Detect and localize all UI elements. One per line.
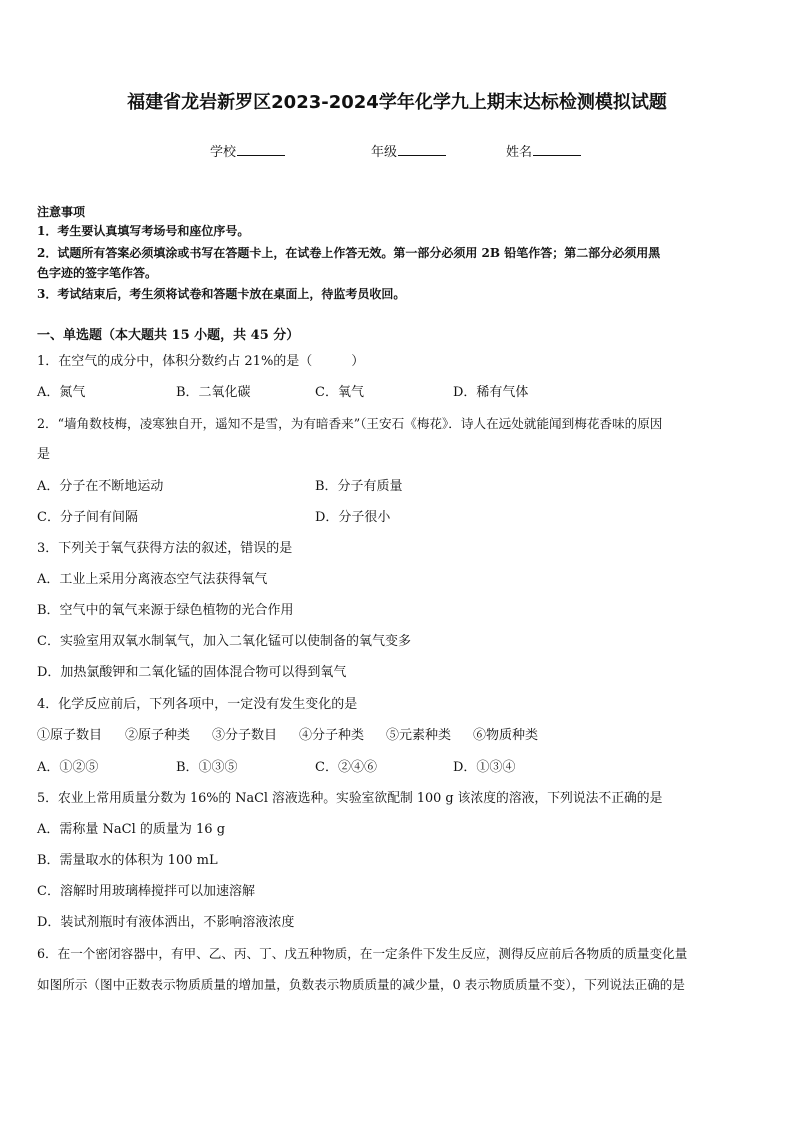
q3-option-a: A．工业上采用分离液态空气法获得氧气 xyxy=(37,572,268,587)
q1-option-d: D．稀有气体 xyxy=(453,385,529,400)
q3-option-b: B．空气中的氧气来源于绿色植物的光合作用 xyxy=(37,603,294,618)
q1-option-c: C．氧气 xyxy=(315,385,364,400)
note-item: 色字迹的签字笔作答。 xyxy=(37,266,158,280)
q2-option-b: B．分子有质量 xyxy=(315,479,403,494)
note-item: 3．考试结束后，考生须将试卷和答题卡放在桌面上，待监考员收回。 xyxy=(37,287,406,301)
name-field xyxy=(506,141,581,160)
school-label: 学校 xyxy=(210,145,237,160)
question-5-stem: 5．农业上常用质量分数为 16%的 NaCl 溶液选种。实验室欲配制 100 g 该浓度的溶液，下列说法不正确的是 xyxy=(37,791,663,806)
question-2-stem-cont: 是 xyxy=(37,447,51,462)
q4-option-d: D．①③④ xyxy=(453,760,516,775)
question-6-stem: 6．在一个密闭容器中，有甲、乙、丙、丁、戊五种物质，在一定条件下发生反应，测得反应前后各物质的质量变化量 xyxy=(37,946,688,961)
q3-option-d: D．加热氯酸钾和二氧化锰的固体混合物可以得到氧气 xyxy=(37,665,347,680)
grade-field xyxy=(371,141,446,160)
q5-option-d: D．装试剂瓶时有液体洒出，不影响溶液浓度 xyxy=(37,915,295,930)
notes-heading: 注意事项 xyxy=(37,205,86,219)
q3-option-c: C．实验室用双氧水制氧气，加入二氧化锰可以使制备的氧气变多 xyxy=(37,634,411,649)
q4-option-c: C．②④⑥ xyxy=(315,760,377,775)
note-item: 2．试题所有答案必须填涂或书写在答题卡上，在试卷上作答无效。第一部分必须用 2B 铅笔作答；第二部分必须用黑 xyxy=(37,246,661,260)
q4-item: ③分子数目 xyxy=(212,728,278,743)
q4-item: ⑤元素种类 xyxy=(386,728,452,743)
q4-option-a: A．①②⑤ xyxy=(37,760,99,775)
q4-item: ④分子种类 xyxy=(299,728,365,743)
q2-option-a: A．分子在不断地运动 xyxy=(37,479,164,494)
q4-option-b: B．①③⑤ xyxy=(176,760,238,775)
section-heading: 一、单选题（本大题共 15 小题，共 45 分） xyxy=(37,328,300,343)
q5-option-a: A．需称量 NaCl 的质量为 16 g xyxy=(37,822,226,837)
q1-option-b: B．二氧化碳 xyxy=(176,385,251,400)
grade-label: 年级 xyxy=(371,145,398,160)
question-1-stem: 1．在空气的成分中，体积分数约占 21%的是（ ） xyxy=(37,354,365,369)
school-blank xyxy=(237,143,285,156)
exam-title: 福建省龙岩新罗区2023-2024学年化学九上期末达标检测模拟试题 xyxy=(127,92,667,113)
q5-option-c: C．溶解时用玻璃棒搅拌可以加速溶解 xyxy=(37,884,255,899)
q2-option-c: C．分子间有间隔 xyxy=(37,510,138,525)
question-4-stem: 4．化学反应前后，下列各项中，一定没有发生变化的是 xyxy=(37,697,358,712)
name-blank xyxy=(533,143,581,156)
name-label: 姓名 xyxy=(506,145,533,160)
q4-item: ⑥物质种类 xyxy=(473,728,539,743)
grade-blank xyxy=(398,143,446,156)
question-2-stem: 2．“墙角数枝梅，凌寒独自开，遥知不是雪，为有暗香来”（王安石《梅花》．诗人在远处就能闻到梅花香味的原因 xyxy=(37,416,663,431)
note-item: 1．考生要认真填写考场号和座位序号。 xyxy=(37,224,250,238)
q4-item: ①原子数目 xyxy=(37,728,103,743)
q1-option-a: A．氮气 xyxy=(37,385,86,400)
q5-option-b: B．需量取水的体积为 100 mL xyxy=(37,853,218,868)
school-field xyxy=(210,141,285,160)
question-3-stem: 3．下列关于氧气获得方法的叙述，错误的是 xyxy=(37,541,293,556)
q2-option-d: D．分子很小 xyxy=(315,510,391,525)
student-info-row xyxy=(0,141,794,161)
q4-item: ②原子种类 xyxy=(125,728,191,743)
question-6-stem-cont: 如图所示（图中正数表示物质质量的增加量，负数表示物质质量的减少量，0 表示物质质量不变），下列说法正确的是 xyxy=(37,977,685,992)
